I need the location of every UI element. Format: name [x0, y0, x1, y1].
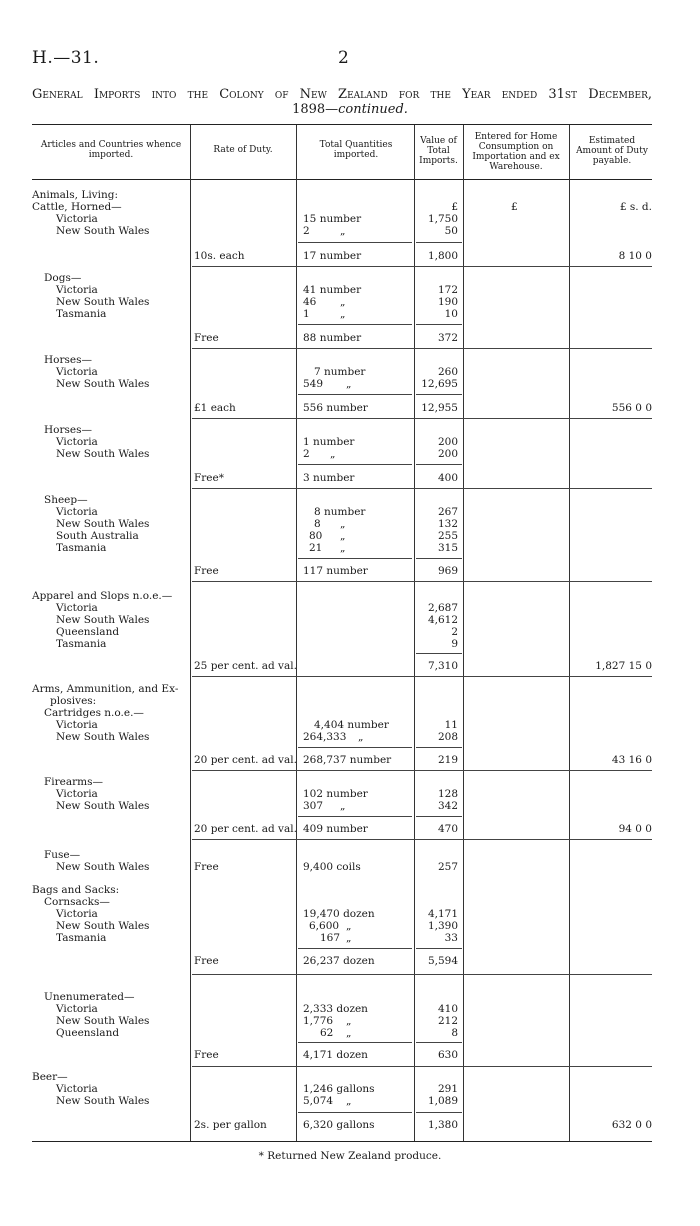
quantity: 9,400 coils: [303, 861, 361, 873]
group-rule: [192, 1066, 652, 1067]
ditto-mark: „: [340, 225, 346, 237]
page-reference: H.—31.: [32, 48, 100, 68]
group-rule: [192, 581, 652, 582]
ditto-mark: „: [346, 932, 352, 944]
col-header-articles: Articles and Countries whence imported.: [40, 140, 182, 160]
country-name: Victoria: [56, 788, 98, 800]
total-value: 400: [437, 472, 458, 484]
value: 132: [437, 518, 458, 530]
total-value: 5,594: [427, 955, 458, 967]
subtotal-rule: [416, 653, 462, 654]
country-name: New South Wales: [56, 1015, 150, 1027]
country-name: Victoria: [56, 506, 98, 518]
country-name: Queensland: [56, 626, 120, 638]
quantity: 102 number: [303, 788, 368, 800]
bottom-rule: [32, 1141, 652, 1142]
country-name: Tasmania: [56, 932, 107, 944]
quantity: 2,333 dozen: [303, 1003, 368, 1015]
subcategory-label: Fuse—: [44, 849, 81, 861]
top-rule: [32, 124, 652, 125]
country-name: New South Wales: [56, 1095, 150, 1107]
col-divider: [463, 125, 464, 1141]
ditto-mark: „: [340, 518, 346, 530]
ditto-mark: „: [358, 731, 364, 743]
page-number: 2: [338, 48, 349, 68]
subtotal-rule: [416, 1042, 462, 1043]
total-value: 219: [437, 754, 458, 766]
total-quantity: 88 number: [303, 332, 362, 344]
country-name: Victoria: [56, 1003, 98, 1015]
subtotal-rule: [416, 394, 462, 395]
subcategory-label: Firearms—: [44, 776, 104, 788]
value: 255: [437, 530, 458, 542]
subtotal-rule: [298, 948, 412, 949]
duty-rate: Free: [194, 955, 219, 967]
duty-amount: 1,827 15 0: [595, 660, 652, 672]
subtotal-rule: [416, 816, 462, 817]
duty-rate: Free*: [194, 472, 224, 484]
ditto-mark: „: [340, 530, 346, 542]
col-header-quantities: Total Quantities imported.: [319, 140, 393, 160]
subcategory-label: Unenumerated—: [44, 991, 135, 1003]
total-quantity: 117 number: [303, 565, 368, 577]
value: 128: [437, 788, 458, 800]
quantity: 8 number: [314, 506, 366, 518]
quantity: 1: [303, 308, 310, 320]
total-quantity: 17 number: [303, 250, 362, 262]
header-rule: [32, 179, 652, 180]
quantity: 62: [320, 1027, 334, 1039]
quantity: 549: [303, 378, 324, 390]
value: 1,390: [427, 920, 458, 932]
duty-amount: 632 0 0: [611, 1119, 652, 1131]
value: 291: [437, 1083, 458, 1095]
country-name: Victoria: [56, 366, 98, 378]
country-name: New South Wales: [56, 731, 150, 743]
value: 410: [437, 1003, 458, 1015]
duty-amount: 556 0 0: [611, 402, 652, 414]
ditto-mark: „: [340, 296, 346, 308]
category-label: Beer—: [32, 1071, 68, 1083]
country-name: New South Wales: [56, 861, 150, 873]
value: 257: [437, 861, 458, 873]
value: 4,171: [427, 908, 458, 920]
country-name: Queensland: [56, 1027, 120, 1039]
country-name: Victoria: [56, 284, 98, 296]
value: 4,612: [427, 614, 458, 626]
category-label: Apparel and Slops n.o.e.—: [32, 590, 173, 602]
table-title: General Imports into the Colony of New Zealand for the Year ended 31st December,: [32, 87, 652, 102]
value: 200: [437, 448, 458, 460]
country-name: New South Wales: [56, 448, 150, 460]
total-quantity: 268,737 number: [303, 754, 392, 766]
subtotal-rule: [298, 1112, 412, 1113]
category-label: Arms, Ammunition, and Ex-: [32, 683, 179, 695]
value: 33: [444, 932, 458, 944]
ditto-mark: „: [330, 448, 336, 460]
quantity: 8: [314, 518, 321, 530]
duty-rate: Free: [194, 861, 219, 873]
col-header-duty: Estimated Amount of Duty payable.: [576, 136, 648, 166]
subcategory-label: Sheep—: [44, 494, 88, 506]
total-value: 7,310: [427, 660, 458, 672]
subcategory-label: Cartridges n.o.e.—: [44, 707, 144, 719]
quantity: 41 number: [303, 284, 362, 296]
quantity: 46: [303, 296, 317, 308]
col-header-value: Value of Total Imports.: [419, 136, 458, 166]
country-name: Tasmania: [56, 638, 107, 650]
duty-amount: 43 16 0: [611, 754, 652, 766]
value: 342: [437, 800, 458, 812]
quantity: 1,246 gallons: [303, 1083, 375, 1095]
group-rule: [192, 770, 652, 771]
country-name: New South Wales: [56, 518, 150, 530]
duty-rate: 20 per cent. ad val.: [194, 754, 297, 766]
total-value: 1,800: [427, 250, 458, 262]
subtotal-rule: [298, 394, 412, 395]
duty-amount: 94 0 0: [618, 823, 652, 835]
value: 260: [437, 366, 458, 378]
duty-rate: Free: [194, 332, 219, 344]
ditto-mark: „: [340, 800, 346, 812]
ditto-mark: „: [346, 378, 352, 390]
duty-rate: Free: [194, 1049, 219, 1061]
subtotal-rule: [416, 464, 462, 465]
col-header-rate: Rate of Duty.: [213, 145, 273, 155]
subtotal-rule: [416, 324, 462, 325]
duty-rate: 20 per cent. ad val.: [194, 823, 297, 835]
quantity: 19,470 dozen: [303, 908, 375, 920]
ditto-mark: „: [346, 1027, 352, 1039]
country-name: Victoria: [56, 719, 98, 731]
quantity: 1,776: [303, 1015, 334, 1027]
country-name: South Australia: [56, 530, 139, 542]
country-name: Victoria: [56, 602, 98, 614]
category-label: plosives:: [50, 695, 97, 707]
group-rule: [192, 348, 652, 349]
subtotal-rule: [416, 242, 462, 243]
subtotal-rule: [416, 1112, 462, 1113]
quantity: 167: [320, 932, 341, 944]
ditto-mark: „: [340, 308, 346, 320]
col-header-entered: Entered for Home Consumption on Importation and ex Warehouse.: [472, 132, 560, 172]
subtotal-rule: [298, 558, 412, 559]
unit-label: £: [511, 201, 518, 213]
total-quantity: 556 number: [303, 402, 368, 414]
subtotal-rule: [416, 948, 462, 949]
value: 315: [437, 542, 458, 554]
subcategory-label: Horses—: [44, 354, 92, 366]
country-name: New South Wales: [56, 225, 150, 237]
quantity: 6,600: [309, 920, 340, 932]
quantity: 80: [309, 530, 323, 542]
total-value: 372: [437, 332, 458, 344]
country-name: Victoria: [56, 908, 98, 920]
group-rule: [192, 418, 652, 419]
quantity: 264,333: [303, 731, 347, 743]
country-name: Victoria: [56, 436, 98, 448]
value: 2: [451, 626, 458, 638]
country-name: New South Wales: [56, 378, 150, 390]
subtotal-rule: [298, 324, 412, 325]
total-value: 1,380: [427, 1119, 458, 1131]
duty-rate: 10s. each: [194, 250, 245, 262]
footnote: * Returned New Zealand produce.: [258, 1150, 442, 1162]
subtotal-rule: [298, 1042, 412, 1043]
duty-rate: 25 per cent. ad val.: [194, 660, 297, 672]
category-label: Animals, Living:: [32, 189, 118, 201]
value: 8: [451, 1027, 458, 1039]
value: 12,695: [421, 378, 458, 390]
value: 212: [437, 1015, 458, 1027]
subtotal-rule: [416, 558, 462, 559]
group-rule: [192, 676, 652, 677]
country-name: New South Wales: [56, 800, 150, 812]
value: 1,750: [427, 213, 458, 225]
value: 2,687: [427, 602, 458, 614]
country-name: Victoria: [56, 213, 98, 225]
ditto-mark: „: [346, 920, 352, 932]
total-value: 470: [437, 823, 458, 835]
country-name: Victoria: [56, 1083, 98, 1095]
duty-rate: £1 each: [194, 402, 236, 414]
unit-label: £ s. d.: [619, 201, 652, 213]
value: 1,089: [427, 1095, 458, 1107]
subtotal-rule: [416, 747, 462, 748]
subcategory-label: Dogs—: [44, 272, 82, 284]
country-name: New South Wales: [56, 296, 150, 308]
col-divider: [569, 125, 570, 1141]
value: 172: [437, 284, 458, 296]
subcategory-label: Cattle, Horned—: [32, 201, 122, 213]
subcategory-label: Cornsacks—: [44, 896, 110, 908]
col-divider: [190, 125, 191, 1141]
group-rule: [192, 839, 652, 840]
country-name: New South Wales: [56, 614, 150, 626]
subtotal-rule: [298, 747, 412, 748]
group-rule: [192, 974, 652, 975]
category-label: Bags and Sacks:: [32, 884, 120, 896]
country-name: Tasmania: [56, 542, 107, 554]
total-quantity: 4,171 dozen: [303, 1049, 368, 1061]
quantity: 307: [303, 800, 324, 812]
quantity: 4,404 number: [314, 719, 389, 731]
subtotal-rule: [298, 464, 412, 465]
ditto-mark: „: [340, 542, 346, 554]
duty-amount: 8 10 0: [618, 250, 652, 262]
subtotal-rule: [298, 242, 412, 243]
quantity: 15 number: [303, 213, 362, 225]
quantity: 7 number: [314, 366, 366, 378]
quantity: 2: [303, 225, 310, 237]
total-quantity: 6,320 gallons: [303, 1119, 375, 1131]
country-name: Tasmania: [56, 308, 107, 320]
value: 267: [437, 506, 458, 518]
group-rule: [192, 488, 652, 489]
subcategory-label: Horses—: [44, 424, 92, 436]
ditto-mark: „: [346, 1015, 352, 1027]
total-value: 12,955: [421, 402, 458, 414]
value: 208: [437, 731, 458, 743]
subtotal-rule: [298, 816, 412, 817]
total-quantity: 409 number: [303, 823, 368, 835]
value: 50: [444, 225, 458, 237]
group-rule: [192, 266, 652, 267]
duty-rate: Free: [194, 565, 219, 577]
total-value: 630: [437, 1049, 458, 1061]
value: 200: [437, 436, 458, 448]
col-divider: [296, 125, 297, 1141]
value: 9: [451, 638, 458, 650]
quantity: 1 number: [303, 436, 355, 448]
total-quantity: 26,237 dozen: [303, 955, 375, 967]
total-value: 969: [437, 565, 458, 577]
duty-rate: 2s. per gallon: [194, 1119, 267, 1131]
value: 190: [437, 296, 458, 308]
quantity: 2: [303, 448, 310, 460]
ditto-mark: „: [346, 1095, 352, 1107]
unit-label: £: [451, 201, 458, 213]
country-name: New South Wales: [56, 920, 150, 932]
quantity: 21: [309, 542, 323, 554]
total-quantity: 3 number: [303, 472, 355, 484]
value: 10: [444, 308, 458, 320]
quantity: 5,074: [303, 1095, 334, 1107]
table-title-continued: 1898—continued.: [292, 102, 408, 117]
value: 11: [444, 719, 458, 731]
